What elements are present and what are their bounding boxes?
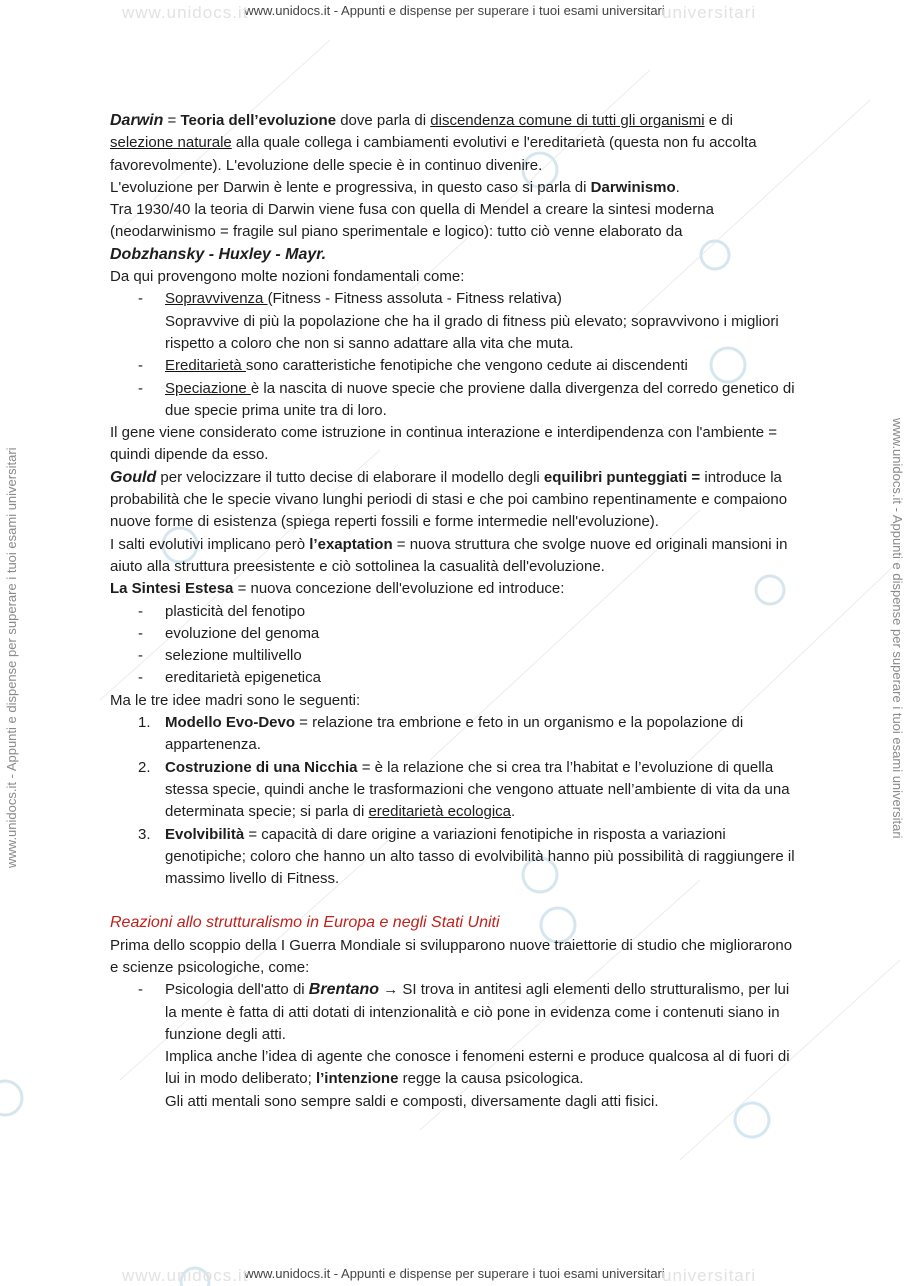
- side-banner-left: www.unidocs.it - Appunti e dispense per superare i tuoi esami universitari: [4, 447, 19, 868]
- paragraph-idee-madri: Ma le tre idee madri sono le seguenti:: [110, 691, 361, 709]
- term-exaptation: l’exaptation: [309, 535, 393, 553]
- banner-ghost-right: universitari: [662, 3, 757, 22]
- paragraph-sintesi-moderna: Tra 1930/40 la teoria di Darwin viene fusa con quella di Mendel a creare la sintesi moderna (neodarwinismo = fragile sul piano sperimentale e logico): tutto ciò venne elaborato da Dobzhansky - Huxley - Mayr.: [110, 201, 714, 263]
- side-banner-right: www.unidocs.it - Appunti e dispense per superare i tuoi esami universitari: [890, 418, 905, 839]
- banner-ghost-right: universitari: [662, 1266, 757, 1285]
- document-body: [110, 110, 800, 1113]
- section-heading: Reazioni allo strutturalismo in Europa e negli Stati Uniti: [110, 914, 500, 932]
- list-item: - Speciazione è la nascita di nuove specie che proviene dalla divergenza del corredo genetico di due specie prima unite tra di loro.: [110, 378, 800, 423]
- underlined-ereditarieta-ecologica: ereditarietà ecologica: [368, 803, 512, 821]
- list-item: - Ereditarietà sono caratteristiche fenotipiche che vengono cedute ai discendenti: [110, 355, 800, 377]
- list-item: 2. Costruzione di una Nicchia = è la relazione che si crea tra l’habitat e l’evoluzione di quella stessa specie, quindi anche le trasformazioni che vengono attuate nell’ambiente di vita da una determinata specie; si parla di ereditarietà ecologica.: [138, 758, 790, 821]
- list-item: - ereditarietà epigenetica: [110, 667, 800, 689]
- bottom-banner: [0, 1266, 909, 1285]
- term-teoria: Teoria dell’evoluzione: [180, 112, 337, 129]
- term-sintesi-estesa: La Sintesi Estesa: [110, 580, 234, 598]
- author-brentano: Brentano: [308, 981, 380, 999]
- paragraph-gene: Il gene viene considerato come istruzione in continua interazione e interdipendenza con l'ambiente = quindi dipende da esso.: [110, 424, 778, 464]
- paragraph-exaptation: I salti evolutivi implicano però l’exaptation = nuova struttura che svolge nuove ed originali mansioni in aiuto alla struttura preesistente e ciò sottolinea la casualità dell'evoluzione.: [110, 535, 788, 575]
- banner-text: www.unidocs.it - Appunti e dispense per superare i tuoi esami universitari: [244, 1266, 665, 1281]
- list-idee-madri: [110, 712, 800, 890]
- paragraph-guerra: Prima dello scoppio della I Guerra Mondiale si svilupparono nuove traiettorie di studio che migliorarono e scienze psicologiche, come:: [110, 936, 793, 976]
- list-item: - selezione multilivello: [110, 645, 800, 667]
- list-item: 1. Modello Evo-Devo = relazione tra embrione e feto in un organismo e la popolazione di appartenenza.: [138, 714, 744, 754]
- term-equilibri: equilibri punteggiati =: [543, 468, 701, 486]
- paragraph-darwinismo: L'evoluzione per Darwin è lente e progressiva, in questo caso si parla di Darwinismo.: [110, 178, 680, 196]
- list-nozioni: [110, 288, 800, 422]
- banner-ghost-left: www.unidocs.it: [122, 3, 249, 22]
- top-banner: [0, 3, 909, 22]
- paragraph-darwin: Darwin = Teoria dell’evoluzione dove parla di discendenza comune di tutti gli organismi e di selezione naturale alla quale collega i cambiamenti evolutivi e l'ereditarietà (questa non fu accolta favorevolmente). L'evoluzione delle specie è in continuo divenire.: [110, 112, 757, 174]
- author-gould: Gould: [110, 468, 157, 486]
- term-intenzione: l’intenzione: [315, 1070, 399, 1088]
- underlined-selezione: selezione naturale: [110, 134, 232, 152]
- list-psicologia: [110, 979, 800, 1113]
- underlined-discendenza: discendenza comune di tutti gli organismi: [430, 112, 705, 129]
- term-darwinismo: Darwinismo: [590, 178, 676, 196]
- list-item: 3. Evolvibilità = capacità di dare origine a variazioni fenotipiche in risposta a variazioni genotipiche; coloro che hanno un alto tasso di evolvibilità hanno più possibilità di raggiungere il massimo livello di Fitness.: [138, 825, 795, 888]
- paragraph-nozioni: Da qui provengono molte nozioni fondamentali come:: [110, 268, 465, 286]
- paragraph-gould: Gould per velocizzare il tutto decise di elaborare il modello degli equilibri punteggiati = introduce la probabilità che le specie vivano lunghi periodi di stasi e che poi cambino repentinamente e compaiono nuove forme di esistenza (spiega reperti fossili e forme intermedie nell'evoluzione).: [110, 468, 788, 531]
- list-sintesi: [110, 601, 800, 690]
- paragraph-sintesi-estesa: La Sintesi Estesa = nuova concezione dell'evoluzione ed introduce:: [110, 580, 565, 598]
- banner-ghost-left: www.unidocs.it: [122, 1266, 249, 1285]
- list-item: - Sopravvivenza (Fitness - Fitness assoluta - Fitness relativa) Sopravvive di più la popolazione che ha il grado di fitness più elevato; sopravvivono i migliori rispetto a coloro che non si sanno adattare alla vita che muta.: [110, 288, 800, 355]
- list-item: - plasticità del fenotipo: [110, 601, 800, 623]
- author-darwin: Darwin: [110, 112, 164, 129]
- authors-dobzhansky: Dobzhansky - Huxley - Mayr.: [110, 245, 327, 263]
- list-item: - evoluzione del genoma: [110, 623, 800, 645]
- list-item: - Psicologia dell'atto di Brentano → SI trova in antitesi agli elementi dello strutturalismo, per lui la mente è fatta di atti dotati di intenzionalità e ciò pone in evidenza come i contenuti siano in funzione degli atti. Implica anche l’idea di agente che conosce i fenomeni esterni e produce qualcosa al di fuori di lui in modo deliberato; l’intenzione regge la causa psicologica. Gli atti mentali sono sempre saldi e composti, diversamente dagli atti fisici.: [110, 979, 800, 1113]
- banner-text: www.unidocs.it - Appunti e dispense per superare i tuoi esami universitari: [244, 3, 665, 18]
